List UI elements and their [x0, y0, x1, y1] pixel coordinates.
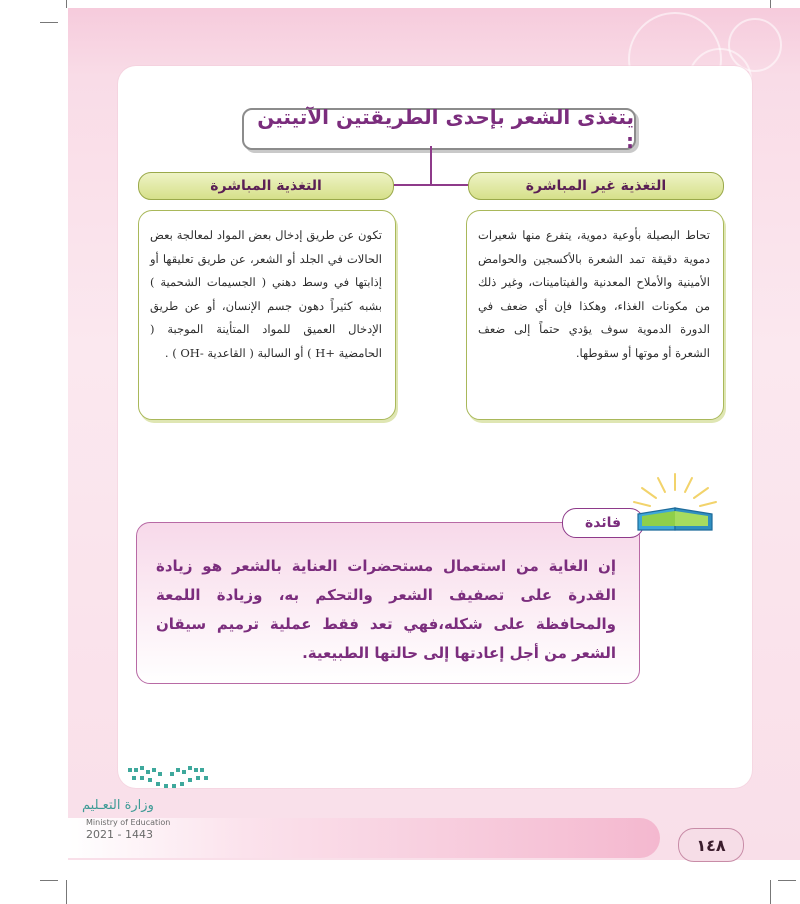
open-book-icon	[630, 470, 720, 534]
heading-box	[242, 105, 636, 153]
method-text-direct: تكون عن طريق إدخال بعض المواد لمعالجة بعض الحالات في الجلد أو الشعر، عن طريق تعليقها أو إذابتها في وسط دهني ( الجسيمات الشحمية ) بشبه كثيراً دهون جسم الإنسان، أو عن طريق الإدخال العميق للمواد المتأينة الموجبة ( الحامضية +H ) أو السالبة ( القاعدية -OH ) .	[150, 228, 382, 360]
method-label-indirect: التغذية غير المباشرة	[468, 172, 724, 200]
crop-mark	[770, 880, 771, 904]
crop-mark	[770, 0, 771, 8]
ministry-name-en: Ministry of Education	[86, 818, 171, 827]
page-number: ١٤٨	[678, 828, 744, 862]
note-label: فائدة	[562, 508, 644, 538]
method-label-direct: التغذية المباشرة	[138, 172, 394, 200]
connector-line	[394, 184, 470, 186]
ministry-logo-icon	[126, 764, 214, 790]
crop-mark	[66, 0, 67, 8]
crop-mark	[40, 22, 58, 23]
note-text: إن الغاية من استعمال مستحضرات العناية بالشعر هو زيادة القدرة على تصفيف الشعر والتحكم به، وزيادة اللمعة والمحافظة على شكله،فهي تعد فقط عملية ترميم سيقان الشعر من أجل إعادتها إلى حالتها الطبيعية.	[156, 557, 616, 662]
crop-mark	[40, 880, 58, 881]
connector-line	[430, 146, 432, 186]
page-heading: يتغذى الشعر بإحدى الطريقتين الآتيتين :	[257, 105, 634, 153]
crop-mark	[66, 880, 67, 904]
ministry-name-ar: وزارة التعـليم	[82, 798, 154, 813]
edition-year: 2021 - 1443	[86, 828, 153, 841]
method-text-indirect: تحاط البصيلة بأوعية دموية، يتفرع منها شعيرات دموية دقيقة تمد الشعرة بالأكسجين والحوامض الأمينية والأملاح المعدنية والفيتامينات، وغير ذلك من مكونات الغذاء، وهكذا فإن أي ضعف في الدورة الدموية سوف يؤدي حتماً إلى ضعف الشعرة أو موتها أو سقوطها.	[478, 228, 710, 360]
crop-mark	[778, 880, 796, 881]
